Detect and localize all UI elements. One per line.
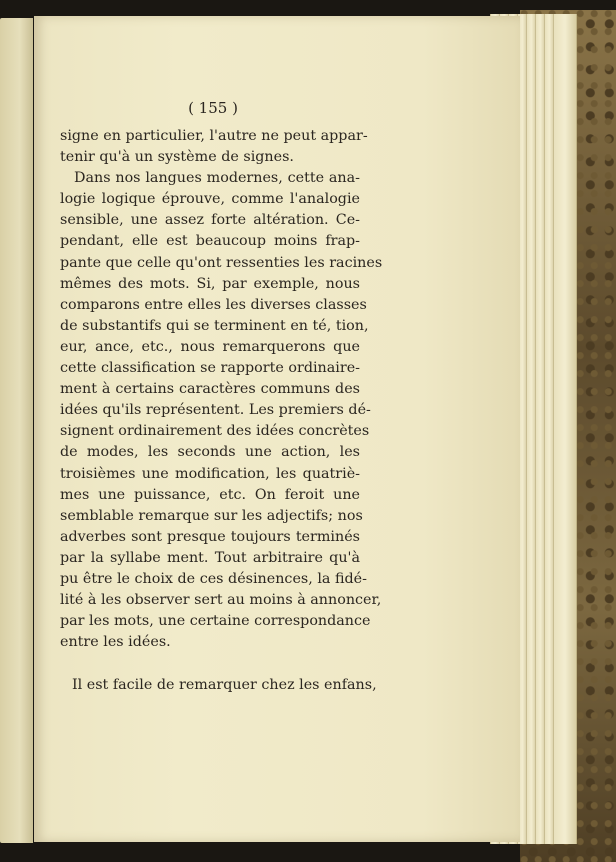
page-number: ( 155 ) [188,99,238,117]
text-line: cette classification se rapporte ordinaire- [60,360,360,377]
text-line: signent ordinairement des idées concrètes [60,423,370,440]
text-line: signe en particulier, l'autre ne peut appar- [60,128,368,144]
facing-page-edge [0,18,33,843]
text-line: par les mots, une certaine correspondance [60,613,371,630]
catchline: Il est facile de remarquer chez les enfans, [72,677,377,694]
text-line: entre les idées. [60,634,171,651]
text-line: pante que celle qu'ont ressenties les racines [60,254,383,271]
text-line: adverbes sont presque toujours terminés [60,528,360,545]
text-line: idées qu'ils représentent. Les premiers dé- [60,402,371,419]
text-line: logie logique éprouve, comme l'analogie [60,191,360,208]
page-text [60,98,383,696]
text-line: mêmes des mots. Si, par exemple, nous [60,275,360,292]
text-line: de modes, les seconds une action, les [60,444,360,461]
text-line: semblable remarque sur les adjectifs; nos [60,507,363,524]
text-line: comparons entre elles les diverses classes [60,296,367,313]
text-line: pu être le choix de ces désinences, la fidé- [60,570,367,587]
text-line: Dans nos langues modernes, cette ana- [74,170,360,187]
text-line: pendant, elle est beaucoup moins frap- [60,233,360,250]
text-line: de substantifs qui se terminent en té, tion, [60,317,369,334]
paragraph-main [60,168,383,653]
text-line: mes une puissance, etc. On feroit une [60,486,360,503]
text-line: troisièmes une modification, les quatriè- [60,465,360,482]
text-line: sensible, une assez forte altération. Ce- [60,212,360,229]
text-line: par la syllabe ment. Tout arbitraire qu'à [60,549,360,566]
text-line: eur, ance, etc., nous remarquerons que [60,338,360,355]
paragraph-continuation [60,126,368,168]
text-line: tenir qu'à un système de signes. [60,149,294,166]
text-line: ment à certains caractères communs des [60,381,360,398]
text-line: lité à les observer sert au moins à annoncer, [60,592,382,609]
